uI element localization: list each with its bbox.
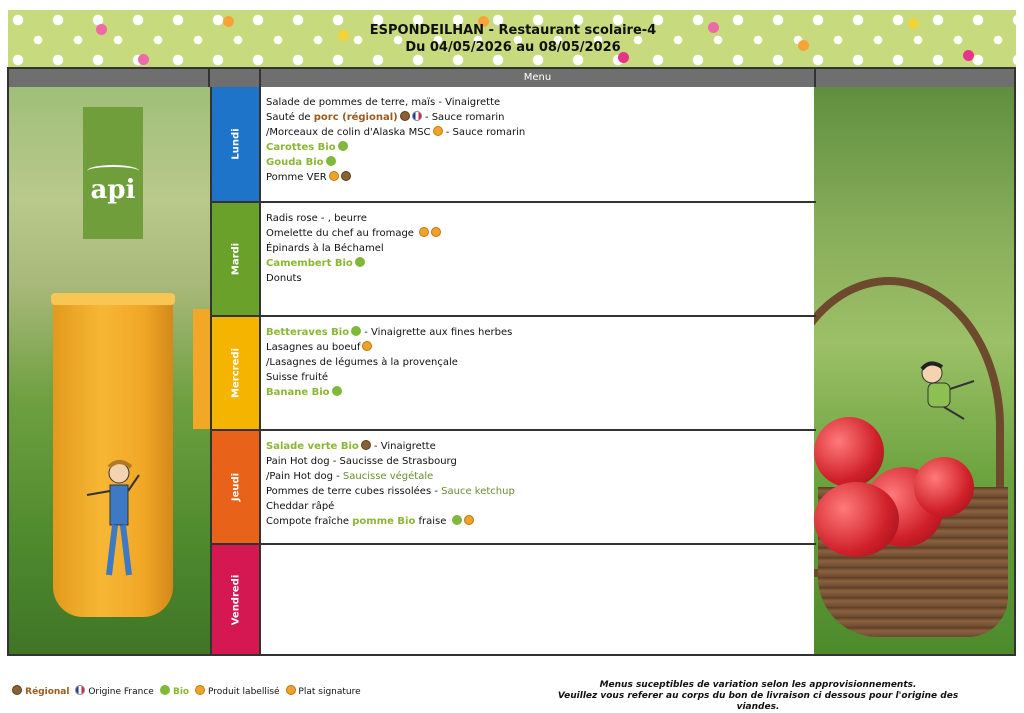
- dish-text: Omelette du chef au fromage: [266, 228, 418, 239]
- dish-text: Pain Hot dog - Saucisse de Strasbourg: [266, 456, 457, 467]
- right-photo-apples: [814, 87, 1014, 654]
- legend-item: [73, 687, 153, 697]
- dish-text: Épinards à la Béchamel: [266, 243, 384, 254]
- menu-line: [266, 226, 814, 241]
- legend-item: [10, 687, 69, 697]
- bio-dish: pomme Bio: [352, 516, 416, 527]
- banner-dot: [798, 40, 809, 51]
- legend: [10, 685, 365, 697]
- menu-line: [266, 355, 814, 370]
- bio-icon: [326, 156, 336, 166]
- bio-dish: Carottes Bio: [266, 142, 336, 153]
- apple: [814, 482, 899, 557]
- day-label-lundi: Lundi: [230, 128, 241, 160]
- dish-text: Radis rose - , beurre: [266, 213, 367, 224]
- day-label-mercredi: Mercredi: [230, 348, 241, 398]
- menu-line: [266, 454, 814, 469]
- menu-line: [266, 370, 814, 385]
- dish-text: Pommes de terre cubes rissolées -: [266, 486, 442, 497]
- dish-text: - Sauce romarin: [442, 127, 526, 138]
- dish-text: /Pain Hot dog -: [266, 471, 343, 482]
- menu-line: [266, 140, 814, 155]
- apple: [914, 457, 974, 517]
- menu-frame: [7, 67, 1016, 656]
- legend-item: [193, 687, 279, 697]
- day-label-jeudi: Jeudi: [230, 472, 241, 502]
- day-label-vendredi: Vendredi: [230, 574, 241, 625]
- regional-icon: [341, 171, 351, 181]
- regional-dish: porc (régional): [313, 112, 398, 123]
- left-photo-boots: [9, 87, 210, 654]
- header-day-blank: [210, 69, 261, 87]
- api-logo: [83, 107, 143, 239]
- signature-icon: [431, 227, 441, 237]
- header-banner: [8, 10, 1016, 68]
- restaurant-title: ESPONDEILHAN - Restaurant scolaire-4: [369, 23, 657, 38]
- bio-dish: Banane Bio: [266, 387, 330, 398]
- banner-dot: [708, 22, 719, 33]
- menu-line: [266, 155, 814, 170]
- banner-dot: [963, 50, 974, 61]
- title-block: [353, 22, 673, 62]
- banner-dot: [908, 18, 919, 29]
- bio-dish: Gouda Bio: [266, 157, 324, 168]
- menu-line: [266, 125, 814, 140]
- legend-label: Plat signature: [295, 687, 361, 697]
- menu-line: [266, 514, 814, 529]
- dish-text: /Morceaux de colin d'Alaska MSC: [266, 127, 431, 138]
- france-icon: [412, 111, 422, 121]
- regional-icon: [361, 440, 371, 450]
- legend-label: Origine France: [85, 687, 154, 697]
- day-mercredi: [210, 317, 261, 429]
- dish-text: Compote fraîche: [266, 516, 353, 527]
- bio-icon: [332, 386, 342, 396]
- banner-dot: [138, 54, 149, 65]
- dish-text: - Vinaigrette aux fines herbes: [361, 327, 513, 338]
- menu-line: [266, 385, 814, 400]
- menu-line: [266, 325, 814, 340]
- day-vendredi: [210, 545, 261, 654]
- bio-icon: [338, 141, 348, 151]
- footer-note-line1: Menus suceptibles de variation selon les approvisionnements.: [599, 680, 917, 690]
- dish-text: Cheddar râpé: [266, 501, 335, 512]
- dish-text: /Lasagnes de légumes à la provençale: [266, 357, 458, 368]
- date-range: Du 04/05/2026 au 08/05/2026: [405, 40, 621, 55]
- dish-text: Sauce ketchup: [441, 486, 515, 497]
- bio-icon: [351, 326, 361, 336]
- label-icon: [433, 126, 443, 136]
- bio-dish: Salade verte Bio: [266, 441, 359, 452]
- boot-rim: [51, 293, 175, 305]
- footer-note: [548, 680, 968, 713]
- menu-line: [266, 439, 814, 454]
- day-mardi: [210, 203, 261, 315]
- dish-text: fraise: [415, 516, 450, 527]
- menu-line: [266, 241, 814, 256]
- label-icon: [329, 171, 339, 181]
- footer-note-line2: Veuillez vous referer au corps du bon de livraison ci dessous pour l'origine des viandes.: [557, 691, 959, 712]
- menu-cell-jeudi: [261, 431, 814, 543]
- bio-dish: Betteraves Bio: [266, 327, 350, 338]
- signature-icon: [464, 515, 474, 525]
- apple: [814, 417, 884, 487]
- menu-column-header: Menu: [261, 69, 816, 87]
- dish-text: Pomme VER: [266, 172, 327, 183]
- dish-text: - Vinaigrette: [370, 441, 436, 452]
- menu-cell-mardi: [261, 203, 814, 315]
- legend-label: Régional: [22, 687, 70, 697]
- france-icon: [75, 685, 85, 695]
- logo-text: api: [90, 175, 136, 205]
- menu-line: [266, 469, 814, 484]
- day-jeudi: [210, 431, 261, 543]
- banner-dot: [338, 30, 349, 41]
- climber-illustration: [914, 357, 984, 427]
- dish-text: Suisse fruité: [266, 372, 329, 383]
- dish-text: Salade de pommes de terre, maïs - Vinaigrette: [266, 97, 501, 108]
- dish-text: - Sauce romarin: [421, 112, 505, 123]
- menu-line: [266, 170, 814, 185]
- menu-line: [266, 211, 814, 226]
- day-lundi: [210, 87, 261, 201]
- menu-line: [266, 95, 814, 110]
- bio-dish: Camembert Bio: [266, 258, 353, 269]
- bio-icon: [355, 257, 365, 267]
- legend-item: [158, 687, 189, 697]
- banner-dot: [223, 16, 234, 27]
- dish-text: Saucisse végétale: [342, 471, 434, 482]
- dish-text: Lasagnes au boeuf: [266, 342, 361, 353]
- dish-text: Sauté de: [266, 112, 314, 123]
- menu-line: [266, 340, 814, 355]
- menu-line: [266, 484, 814, 499]
- signature-icon: [286, 685, 296, 695]
- header-right-blank: [816, 69, 1014, 87]
- menu-cell-lundi: [261, 87, 814, 201]
- menu-cell-mercredi: [261, 317, 814, 429]
- menu-line: [266, 256, 814, 271]
- menu-line: [266, 271, 814, 286]
- bio-icon: [452, 515, 462, 525]
- banner-dot: [96, 24, 107, 35]
- legend-label: Produit labellisé: [205, 687, 280, 697]
- menu-line: [266, 499, 814, 514]
- dish-text: Donuts: [266, 273, 302, 284]
- second-boot: [193, 309, 210, 429]
- regional-icon: [400, 111, 410, 121]
- label-icon: [195, 685, 205, 695]
- label-icon: [419, 227, 429, 237]
- bio-icon: [160, 685, 170, 695]
- signature-icon: [362, 341, 372, 351]
- menu-cell-vendredi: [261, 545, 814, 654]
- legend-item: [284, 687, 361, 697]
- header-left-blank: [9, 69, 210, 87]
- kid-illustration: [79, 455, 159, 595]
- menu-line: [266, 110, 814, 125]
- legend-label: Bio: [169, 687, 190, 697]
- day-label-mardi: Mardi: [230, 242, 241, 276]
- regional-icon: [12, 685, 22, 695]
